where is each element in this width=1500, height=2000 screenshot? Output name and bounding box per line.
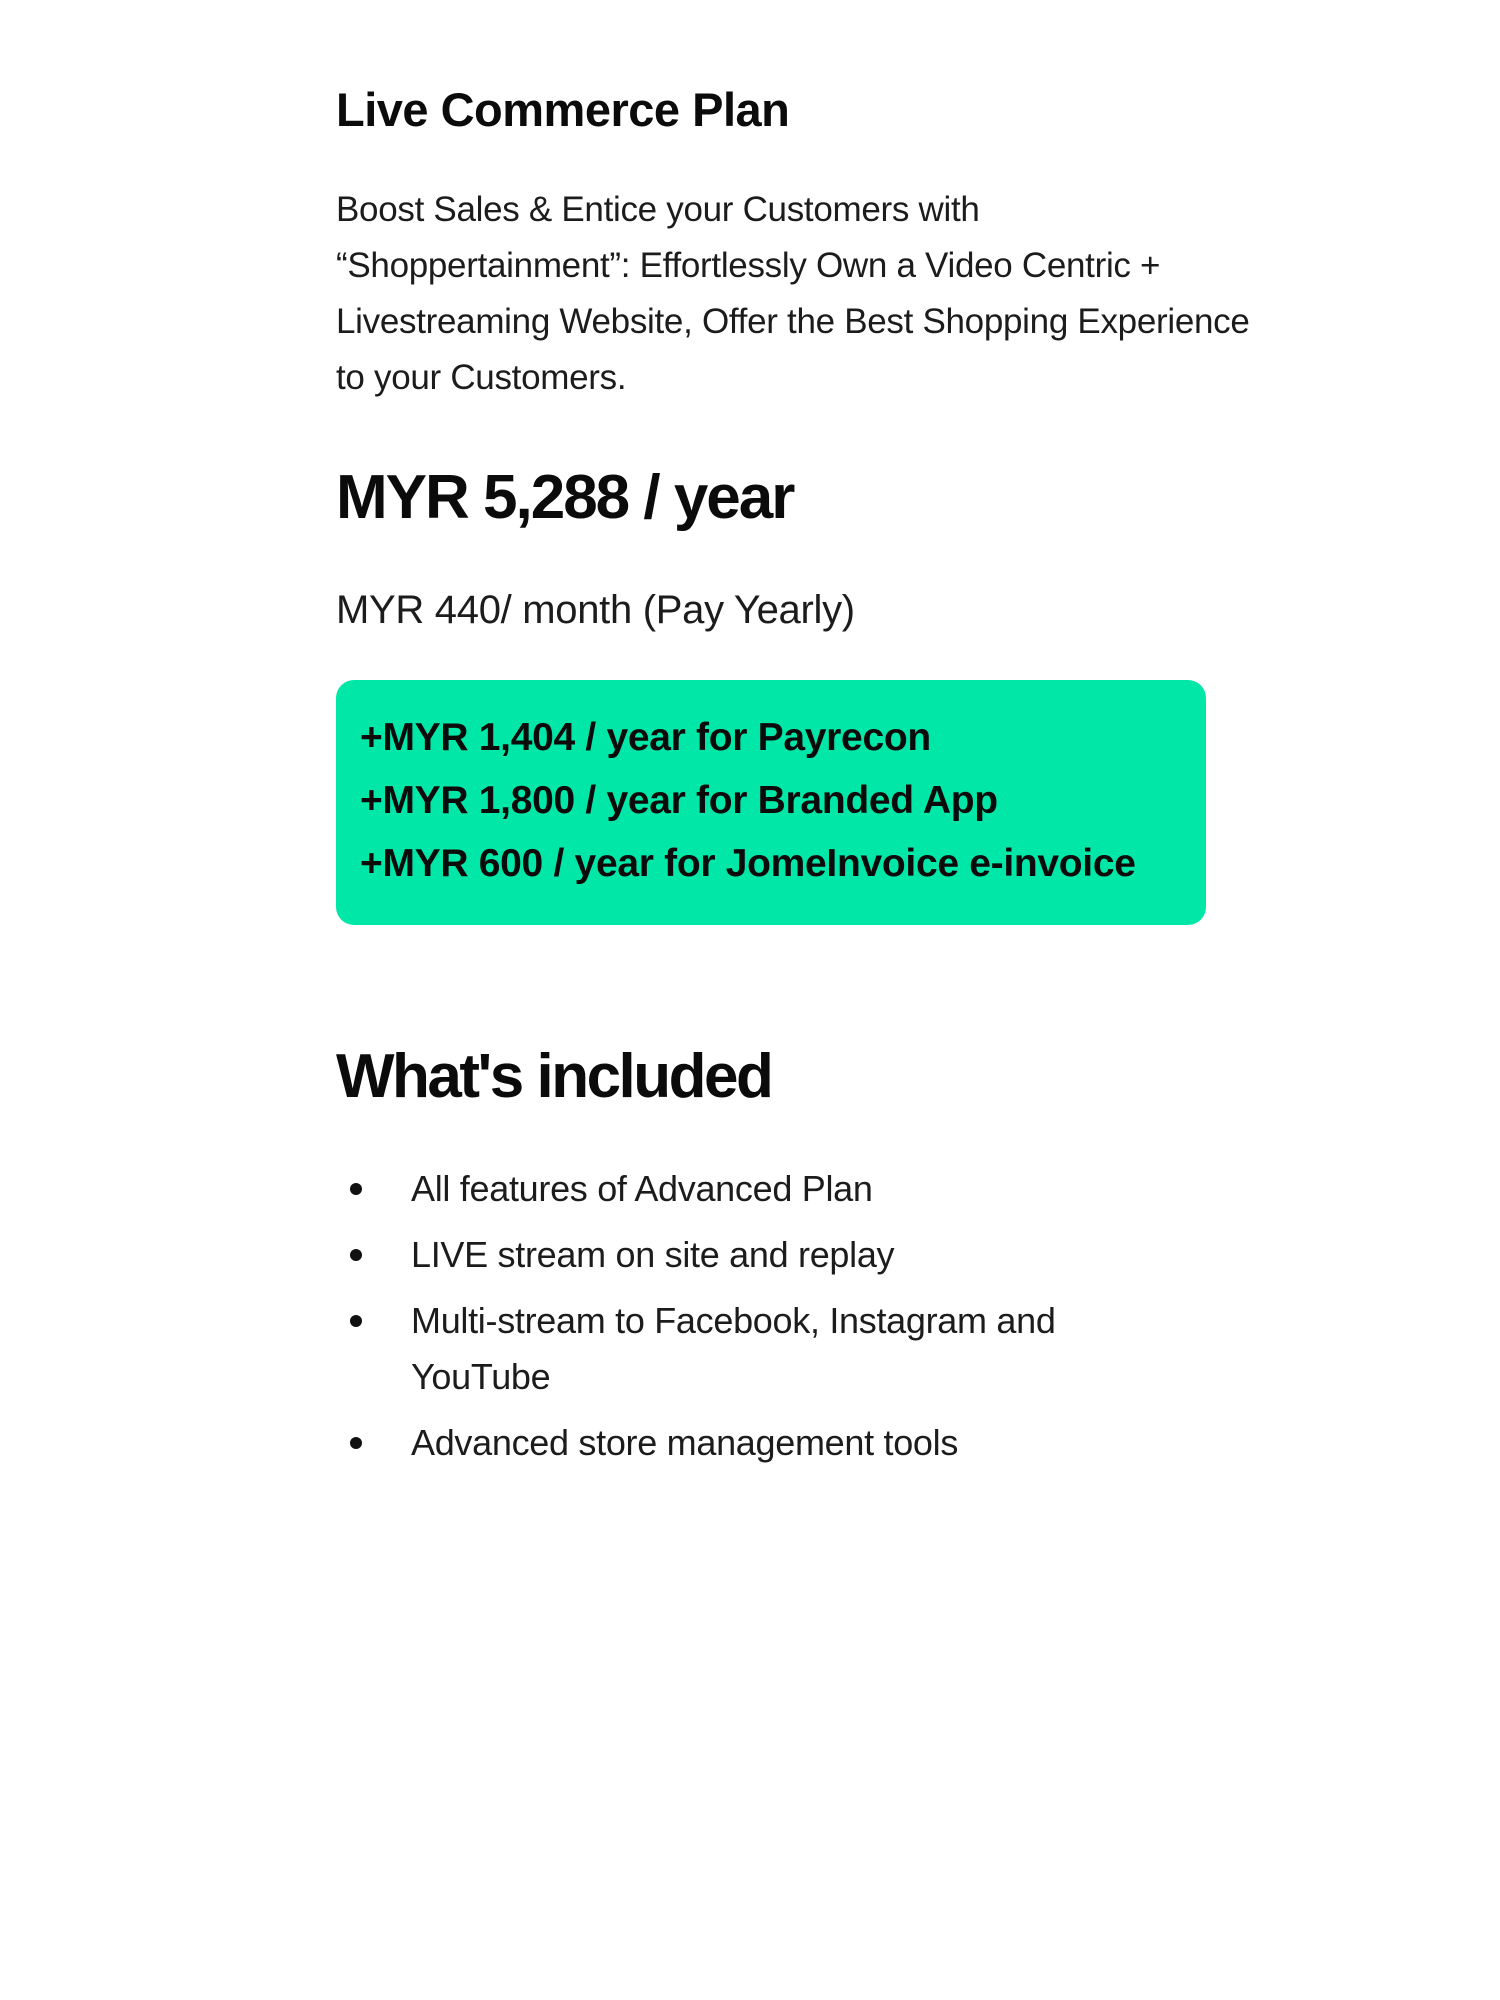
- feature-item: [336, 1415, 1171, 1471]
- bullet-icon: [350, 1183, 362, 1195]
- addon-payrecon: +MYR 1,404 / year for Payrecon: [360, 716, 931, 759]
- feature-text: Advanced store management tools: [411, 1422, 959, 1463]
- bullet-icon: [350, 1249, 362, 1261]
- feature-item: [336, 1293, 1171, 1405]
- bullet-icon: [350, 1315, 362, 1327]
- addons-box: [336, 680, 1206, 925]
- plan-description: Boost Sales & Entice your Customers with “Shoppertainment”: Effortlessly Own a Video Centric + Livestreaming Website, Offer the Best Shopping Experience to your Customers.: [336, 190, 1250, 397]
- price-monthly: MYR 440/ month (Pay Yearly): [336, 588, 855, 632]
- feature-list: [336, 1161, 1246, 1471]
- feature-item: [336, 1161, 1171, 1217]
- bullet-icon: [350, 1437, 362, 1449]
- feature-item: [336, 1227, 1171, 1283]
- plan-title: Live Commerce Plan: [336, 83, 790, 136]
- pricing-card: [336, 76, 1250, 1481]
- feature-text: LIVE stream on site and replay: [411, 1234, 895, 1275]
- feature-text: All features of Advanced Plan: [411, 1168, 873, 1209]
- addon-branded-app: +MYR 1,800 / year for Branded App: [360, 779, 998, 822]
- included-title: What's included: [336, 1042, 772, 1111]
- feature-text: Multi-stream to Facebook, Instagram and YouTube: [411, 1300, 1056, 1397]
- price-yearly: MYR 5,288 / year: [336, 463, 794, 532]
- addon-jomeinvoice: +MYR 600 / year for JomeInvoice e-invoice: [360, 842, 1136, 885]
